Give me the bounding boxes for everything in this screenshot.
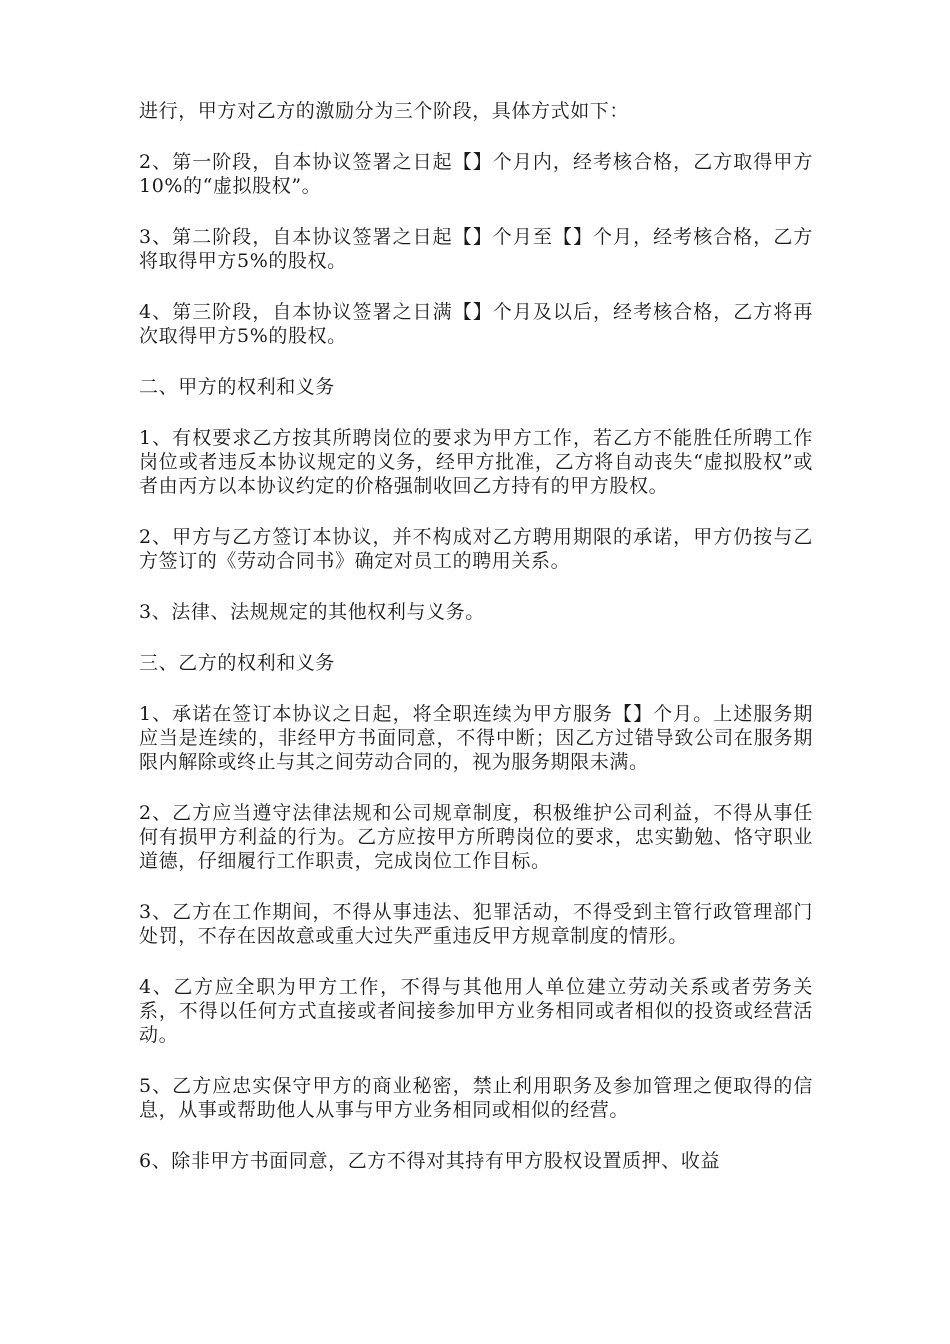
paragraph-stage-one: 2、第一阶段，自本协议签署之日起【】个月内，经考核合格，乙方取得甲方10%的“虚拟股权”。 [139,151,813,197]
paragraph-party-a-3: 3、法律、法规规定的其他权利与义务。 [139,601,485,623]
paragraph-stage-three: 4、第三阶段，自本协议签署之日满【】个月及以后，经考核合格，乙方将再次取得甲方5%的股权。 [139,301,813,347]
paragraph-party-b-3: 3、乙方在工作期间，不得从事违法、犯罪活动，不得受到主管行政管理部门处罚，不存在因故意或重大过失严重违反甲方规章制度的情形。 [139,901,813,947]
paragraph-party-b-4: 4、乙方应全职为甲方工作，不得与其他用人单位建立劳动关系或者劳务关系，不得以任何方式直接或者间接参加甲方业务相同或者相似的投资或经营活动。 [139,976,813,1046]
paragraph-intro: 进行，甲方对乙方的激励分为三个阶段，具体方式如下： [139,100,630,122]
paragraph-party-b-1: 1、承诺在签订本协议之日起，将全职连续为甲方服务【】个月。上述服务期应当是连续的，非经甲方书面同意，不得中断；因乙方过错导致公司在服务期限内解除或终止与其之间劳动合同的，视为服务期限未满。 [139,703,813,773]
paragraph-party-b-6: 6、除非甲方书面同意，乙方不得对其持有甲方股权设置质押、收益 [139,1150,721,1172]
paragraph-stage-two: 3、第二阶段，自本协议签署之日起【】个月至【】个月，经考核合格，乙方将取得甲方5%的股权。 [139,226,813,272]
paragraph-party-b-5: 5、乙方应忠实保守甲方的商业秘密，禁止利用职务及参加管理之便取得的信息，从事或帮助他人从事与甲方业务相同或相似的经营。 [139,1075,813,1121]
paragraph-party-a-1: 1、有权要求乙方按其所聘岗位的要求为甲方工作，若乙方不能胜任所聘工作岗位或者违反本协议规定的义务，经甲方批准，乙方将自动丧失“虚拟股权”或者由丙方以本协议约定的价格强制收回乙方持有的甲方股权。 [139,427,813,497]
paragraph-party-a-2: 2、甲方与乙方签订本协议，并不构成对乙方聘用期限的承诺，甲方仍按与乙方签订的《劳动合同书》确定对员工的聘用关系。 [139,526,813,572]
document-body [139,99,813,1200]
paragraph-party-b-2: 2、乙方应当遵守法律法规和公司规章制度，积极维护公司利益，不得从事任何有损甲方利益的行为。乙方应按甲方所聘岗位的要求，忠实勤勉、恪守职业道德，仔细履行工作职责，完成岗位工作目标。 [139,802,813,872]
section-heading-party-b: 三、乙方的权利和义务 [139,652,336,674]
section-heading-party-a: 二、甲方的权利和义务 [139,376,336,398]
